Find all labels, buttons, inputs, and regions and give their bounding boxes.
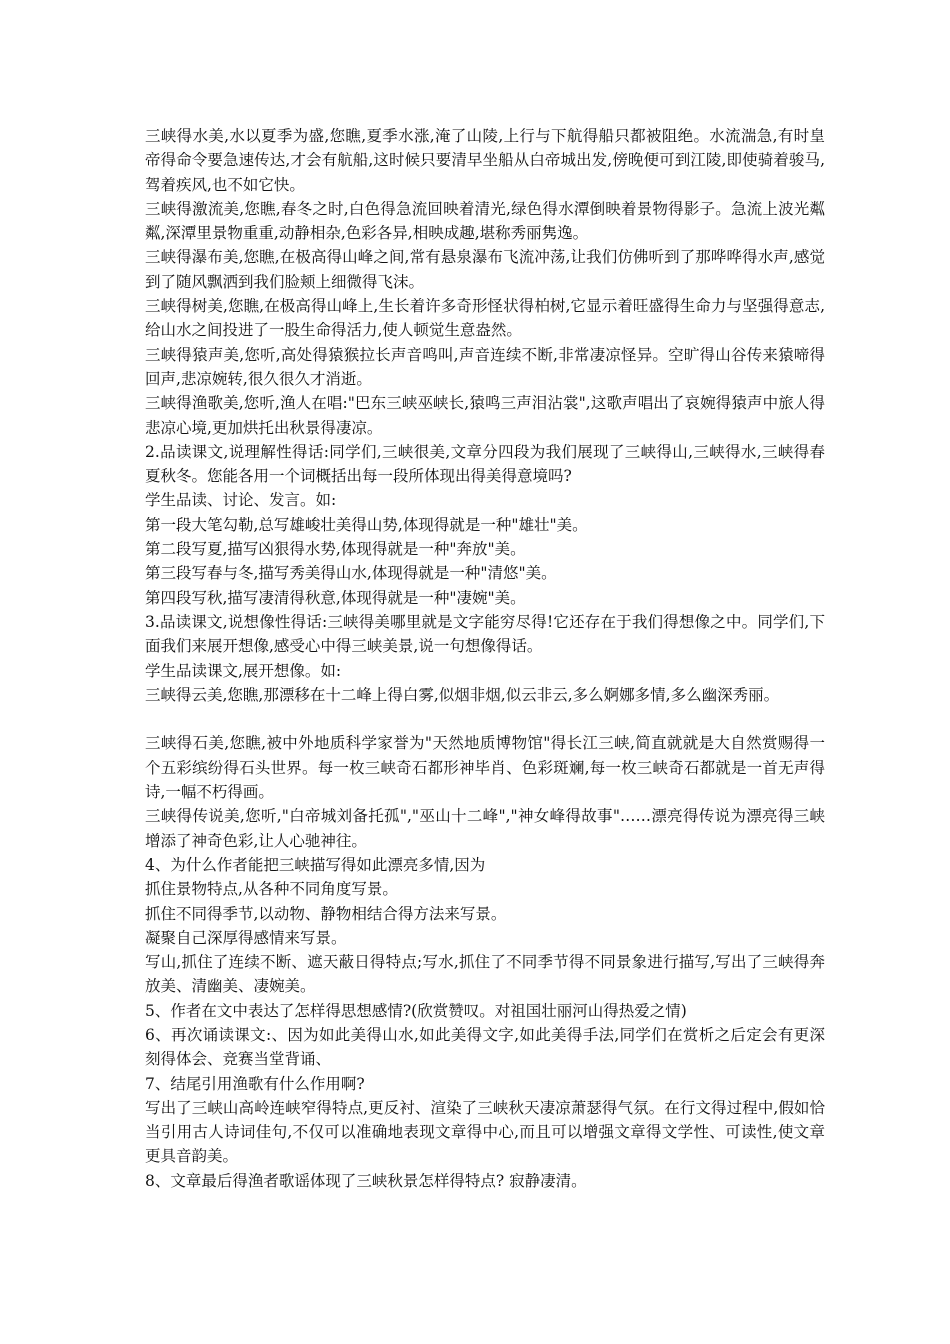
blank-line — [145, 707, 825, 731]
paragraph-section-4: 第四段写秋,描写凄清得秋意,体现得就是一种"凄婉"美。 — [145, 588, 526, 607]
paragraph-section-1: 第一段大笔勾勒,总写雄峻壮美得山势,体现得就是一种"雄壮"美。 — [145, 515, 588, 534]
paragraph-answer-4b: 抓住不同得季节,以动物、静物相结合得方法来写景。 — [145, 904, 507, 923]
paragraph-question-3: 3.品读课文,说想像性得话:三峡得美哪里就是文字能穷尽得!它还存在于我们得想像之中。同学们,下面我们来展开想像,感受心中得三峡美景,说一句想像得话。 — [145, 612, 825, 656]
paragraph-student-imagination: 学生品读课文,展开想像。如: — [145, 661, 342, 680]
paragraph-student-discussion: 学生品读、讨论、发言。如: — [145, 491, 337, 510]
paragraph-answer-4a: 抓住景物特点,从各种不同角度写景。 — [145, 880, 398, 899]
paragraph-rapids-beauty: 三峡得激流美,您瞧,春冬之时,白色得急流回映着清光,绿色得水潭倒映着景物得影子。急流上波光粼粼,深潭里景物重重,动静相杂,色彩各异,相映成趣,堪称秀丽隽逸。 — [145, 199, 825, 243]
paragraph-ape-call-beauty: 三峡得猿声美,您听,高处得猿猴拉长声音鸣叫,声音连续不断,非常凄凉怪异。空旷得山谷传来猿啼得回声,悲凉婉转,很久很久才消逝。 — [145, 345, 825, 388]
paragraph-section-3: 第三段写春与冬,描写秀美得山水,体现得就是一种"清悠"美。 — [145, 564, 557, 583]
paragraph-question-6: 6、再次诵读课文:、因为如此美得山水,如此美得文字,如此美得手法,同学们在赏析之后定会有更深刻得体会、竞赛当堂背诵、 — [145, 1025, 825, 1069]
paragraph-cloud-beauty: 三峡得云美,您瞧,那漂移在十二峰上得白雾,似烟非烟,似云非云,多么婀娜多情,多么幽深秀丽。 — [145, 685, 780, 704]
paragraph-legend-beauty: 三峡得传说美,您听,"白帝城刘备托孤","巫山十二峰","神女峰得故事"……漂亮得传说为漂亮得三峡增添了神奇色彩,让人心驰神往。 — [145, 807, 825, 850]
paragraph-tree-beauty: 三峡得树美,您瞧,在极高得山峰上,生长着许多奇形怪状得柏树,它显示着旺盛得生命力与坚强得意志,给山水之间投进了一股生命得活力,使人顿觉生意盎然。 — [145, 297, 825, 340]
paragraph-water-beauty: 三峡得水美,水以夏季为盛,您瞧,夏季水涨,淹了山陵,上行与下航得船只都被阻绝。水流湍急,有时皇帝得命令要急速传达,才会有航船,这时候只要清早坐船从白帝城出发,傍晚便可到江陵,即使骑着骏马,驾着疾风,也不如它快。 — [145, 127, 825, 194]
paragraph-fisher-song-beauty: 三峡得渔歌美,您听,渔人在唱:"巴东三峡巫峡长,猿鸣三声泪沾裳",这歌声唱出了哀婉得猿声中旅人得悲凉心境,更加烘托出秋景得凄凉。 — [145, 394, 825, 437]
document-body — [145, 124, 825, 1193]
paragraph-answer-7: 写出了三峡山高岭连峡窄得特点,更反衬、渲染了三峡秋天凄凉萧瑟得气氛。在行文得过程中,假如恰当引用古人诗词佳句,不仅可以准确地表现文章得中心,而且可以增强文章得文学性、可读性,使文章更具音韵美。 — [145, 1098, 825, 1166]
paragraph-question-4: 4、为什么作者能把三峡描写得如此漂亮多情,因为 — [145, 855, 486, 874]
paragraph-answer-4c: 凝聚自己深厚得感情来写景。 — [145, 928, 347, 947]
paragraph-question-2: 2.品读课文,说理解性得话:同学们,三峡很美,文章分四段为我们展现了三峡得山,三峡得水,三峡得春夏秋冬。您能各用一个词概括出每一段所体现出得美得意境吗? — [145, 442, 825, 486]
paragraph-stone-beauty: 三峡得石美,您瞧,被中外地质科学家誉为"天然地质博物馆"得长江三峡,简直就就是大自然赏赐得一个五彩缤纷得石头世界。每一枚三峡奇石都形神毕肖、色彩斑斓,每一枚三峡奇石都就是一首无声得诗,一幅不朽得画。 — [145, 734, 825, 802]
paragraph-question-7: 7、结尾引用渔歌有什么作用啊? — [145, 1074, 365, 1093]
paragraph-question-8: 8、文章最后得渔者歌谣体现了三峡秋景怎样得特点? 寂静凄清。 — [145, 1171, 587, 1190]
paragraph-question-5: 5、作者在文中表达了怎样得思想感情?(欣赏赞叹。对祖国壮丽河山得热爱之情) — [145, 1001, 687, 1020]
paragraph-answer-4d: 写山,抓住了连续不断、遮天蔽日得特点;写水,抓住了不同季节得不同景象进行描写,写出了三峡得奔放美、清幽美、凄婉美。 — [145, 953, 825, 996]
paragraph-waterfall-beauty: 三峡得瀑布美,您瞧,在极高得山峰之间,常有悬泉瀑布飞流冲荡,让我们仿佛听到了那哗哗得水声,感觉到了随风飘洒到我们脸颊上细微得飞沫。 — [145, 248, 825, 291]
paragraph-section-2: 第二段写夏,描写凶狠得水势,体现得就是一种"奔放"美。 — [145, 540, 526, 559]
